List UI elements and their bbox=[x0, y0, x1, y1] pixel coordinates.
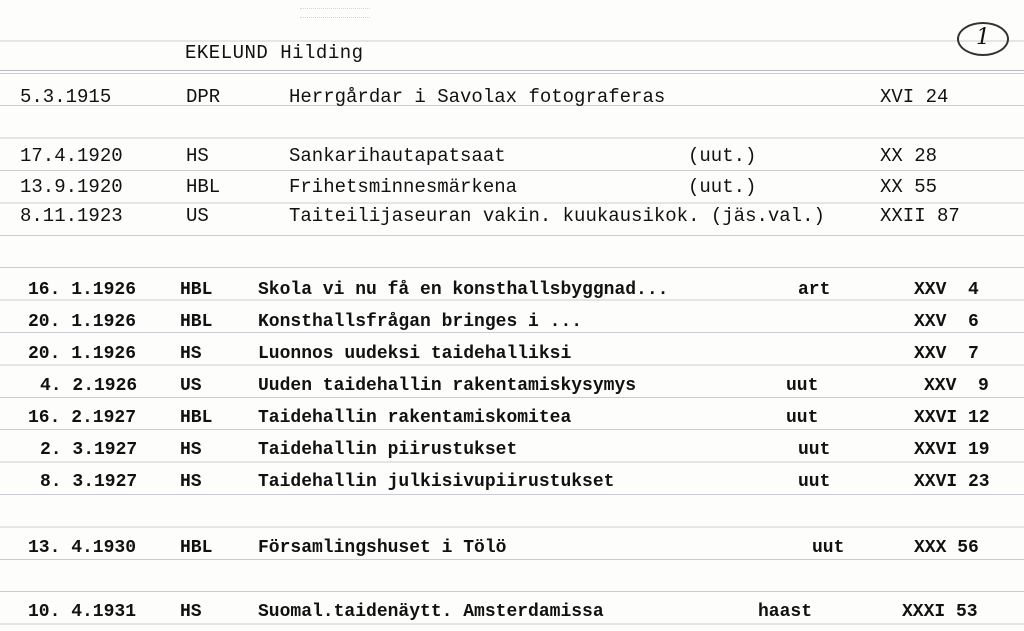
entry-date: 8. 3.1927 bbox=[40, 472, 138, 492]
entry-title: Suomal.taidenäytt. Amsterdamissa bbox=[258, 602, 604, 622]
entry-ref: XXII 87 bbox=[880, 205, 960, 227]
entry-title: Sankarihautapatsaat bbox=[289, 145, 506, 167]
entry-date: 8.11.1923 bbox=[20, 205, 123, 227]
entry-row bbox=[0, 339, 1024, 369]
entry-row bbox=[0, 533, 1024, 563]
entry-title: Taidehallin julkisivupiirustukset bbox=[258, 472, 615, 492]
card-heading: EKELUND Hilding bbox=[185, 42, 364, 64]
entry-type: uut bbox=[786, 408, 819, 428]
entry-ref: XXVI 12 bbox=[914, 408, 990, 428]
entry-date: 10. 4.1931 bbox=[28, 602, 137, 622]
entry-ref: XX 55 bbox=[880, 176, 938, 198]
entry-title: Taidehallin piirustukset bbox=[258, 440, 518, 460]
entry-date: 16. 2.1927 bbox=[28, 408, 137, 428]
entry-title: Skola vi nu få en konsthallsbyggnad... bbox=[258, 280, 669, 300]
entry-title: Luonnos uudeksi taidehalliksi bbox=[258, 344, 572, 364]
card-number-circle bbox=[957, 22, 1009, 56]
entry-type: (uut.) bbox=[688, 145, 757, 167]
entry-row bbox=[0, 435, 1024, 465]
entry-ref: XXV 6 bbox=[914, 312, 979, 332]
entry-date: 13.9.1920 bbox=[20, 176, 123, 198]
entry-row bbox=[0, 467, 1024, 497]
entry-type: art bbox=[798, 280, 831, 300]
entry-date: 13. 4.1930 bbox=[28, 538, 137, 558]
entry-date: 17.4.1920 bbox=[20, 145, 123, 167]
entry-title: Taidehallin rakentamiskomitea bbox=[258, 408, 572, 428]
entry-ref: XX 28 bbox=[880, 145, 938, 167]
entry-row bbox=[0, 371, 1024, 401]
entry-source: HBL bbox=[180, 312, 213, 332]
heading-rule bbox=[0, 70, 1024, 71]
entry-title: Frihetsminnesmärkena bbox=[289, 176, 518, 198]
entry-row bbox=[0, 275, 1024, 305]
entry-title: Herrgårdar i Savolax fotograferas bbox=[289, 86, 666, 108]
entry-ref: XVI 24 bbox=[880, 86, 949, 108]
entry-source: HBL bbox=[180, 280, 213, 300]
entry-source: US bbox=[186, 205, 209, 227]
entry-row bbox=[0, 403, 1024, 433]
entry-row bbox=[0, 82, 1024, 112]
entry-source: DPR bbox=[186, 86, 221, 108]
entry-date: 20. 1.1926 bbox=[28, 312, 137, 332]
entry-row bbox=[0, 172, 1024, 202]
entry-source: HBL bbox=[180, 538, 213, 558]
entry-title: Uuden taidehallin rakentamiskysymys bbox=[258, 376, 637, 396]
entry-ref: XXX 56 bbox=[914, 538, 979, 558]
entry-type: uut bbox=[798, 440, 831, 460]
entry-date: 4. 2.1926 bbox=[40, 376, 138, 396]
entry-date: 2. 3.1927 bbox=[40, 440, 138, 460]
entry-row bbox=[0, 141, 1024, 171]
entry-ref: XXV 9 bbox=[924, 376, 989, 396]
entry-title: Taiteilijaseuran vakin. kuukausikok. (jäs.val.) bbox=[289, 205, 825, 227]
entry-row bbox=[0, 307, 1024, 337]
faint-mark bbox=[300, 8, 370, 18]
entry-type: haast bbox=[758, 602, 813, 622]
entry-title: Församlingshuset i Tölö bbox=[258, 538, 507, 558]
entry-date: 5.3.1915 bbox=[20, 86, 112, 108]
entry-ref: XXV 4 bbox=[914, 280, 979, 300]
entry-source: HS bbox=[186, 145, 209, 167]
entry-source: US bbox=[180, 376, 202, 396]
entry-source: HBL bbox=[186, 176, 221, 198]
entry-date: 20. 1.1926 bbox=[28, 344, 137, 364]
entry-ref: XXVI 23 bbox=[914, 472, 990, 492]
entry-source: HS bbox=[180, 440, 202, 460]
entry-date: 16. 1.1926 bbox=[28, 280, 137, 300]
entry-type: uut bbox=[812, 538, 845, 558]
entry-source: HS bbox=[180, 602, 202, 622]
entry-source: HS bbox=[180, 344, 202, 364]
entry-ref: XXXI 53 bbox=[902, 602, 978, 622]
entry-ref: XXVI 19 bbox=[914, 440, 990, 460]
entry-title: Konsthallsfrågan bringes i ... bbox=[258, 312, 583, 332]
card-number: 1 bbox=[976, 25, 990, 50]
entry-source: HBL bbox=[180, 408, 213, 428]
entry-row bbox=[0, 201, 1024, 231]
entry-ref: XXV 7 bbox=[914, 344, 979, 364]
entry-row bbox=[0, 597, 1024, 627]
entry-type: uut bbox=[786, 376, 819, 396]
entry-source: HS bbox=[180, 472, 202, 492]
entry-type: uut bbox=[798, 472, 831, 492]
entry-type: (uut.) bbox=[688, 176, 757, 198]
